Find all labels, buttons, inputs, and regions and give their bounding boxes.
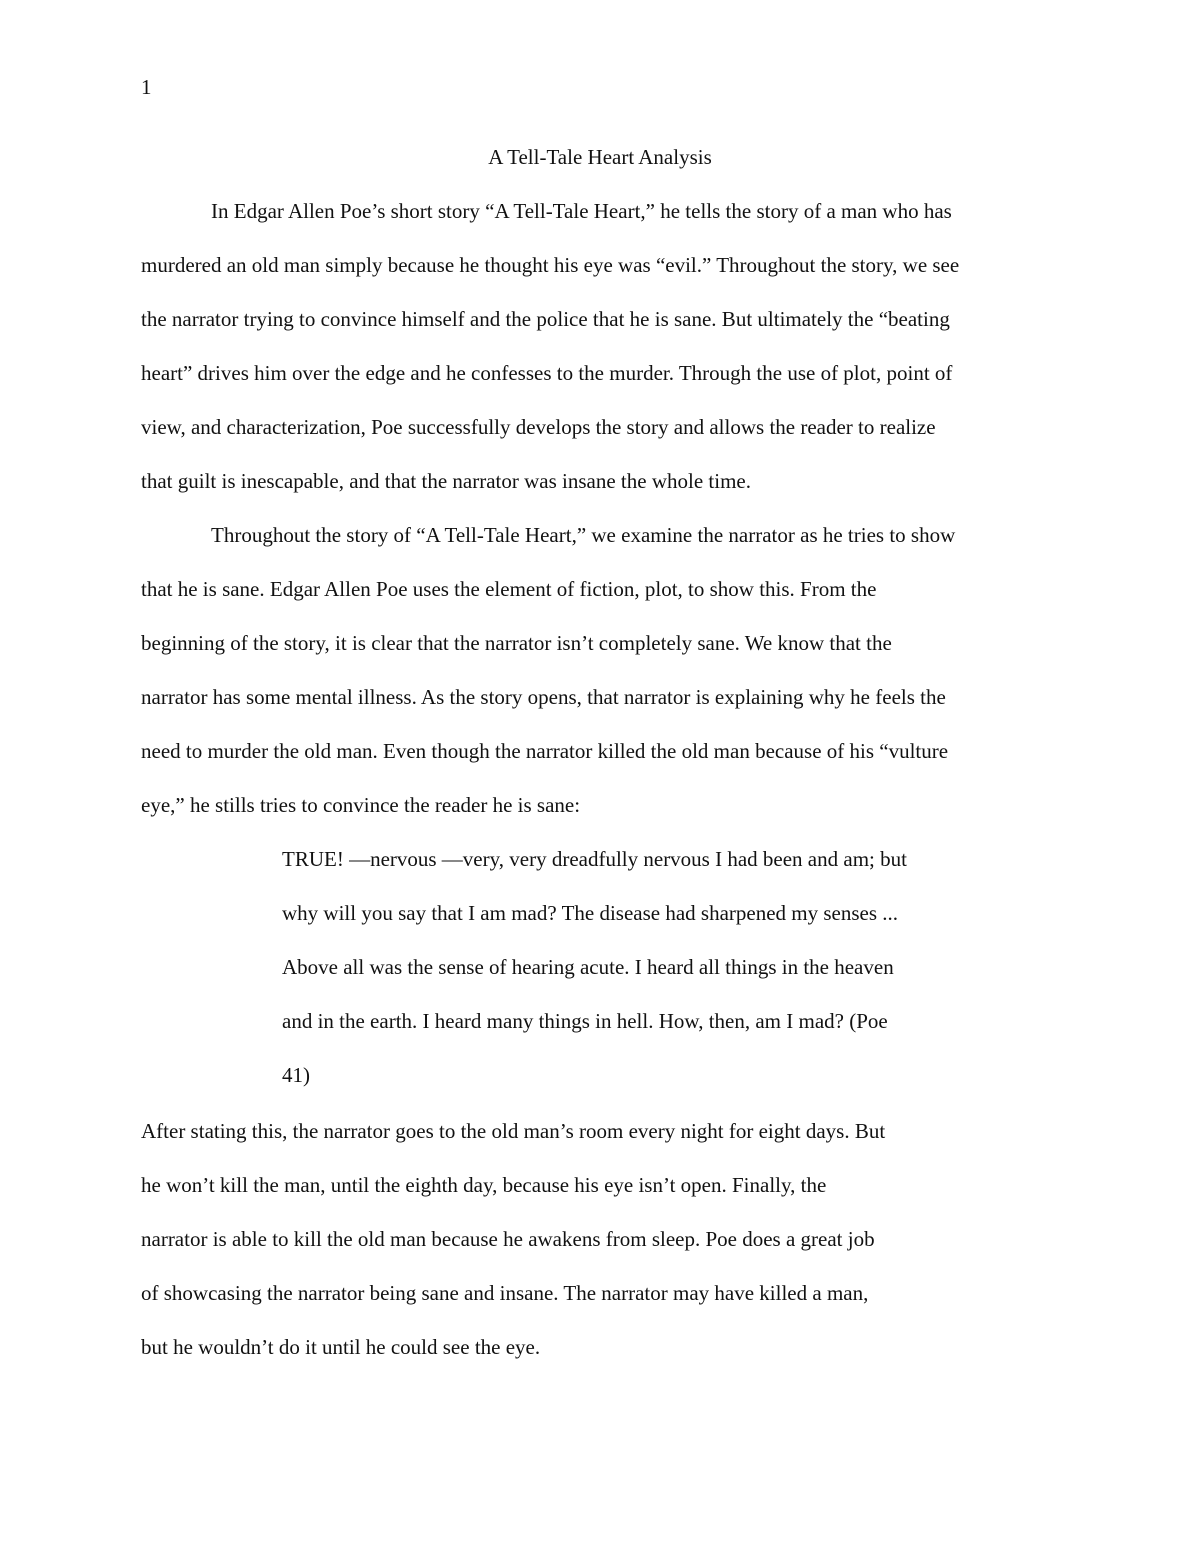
paragraph-line: view, and characterization, Poe successfully develops the story and allows the reader to realize (141, 415, 936, 439)
page-number: 1 (141, 75, 152, 99)
paragraph-line: but he wouldn’t do it until he could see the eye. (141, 1335, 541, 1359)
quote-line: TRUE! —nervous —very, very dreadfully nervous I had been and am; but (282, 847, 907, 871)
paragraph-line: In Edgar Allen Poe’s short story “A Tell-Tale Heart,” he tells the story of a man who has (211, 199, 952, 223)
paragraph-line: that he is sane. Edgar Allen Poe uses the element of fiction, plot, to show this. From the (141, 577, 877, 601)
paragraph-line: the narrator trying to convince himself and the police that he is sane. But ultimately the “beating (141, 307, 950, 331)
quote-line: Above all was the sense of hearing acute. I heard all things in the heaven (282, 955, 894, 979)
paragraph-line: murdered an old man simply because he thought his eye was “evil.” Throughout the story, we see (141, 253, 960, 277)
paragraph-line: narrator has some mental illness. As the story opens, that narrator is explaining why he feels the (141, 685, 946, 709)
paragraph-line: heart” drives him over the edge and he confesses to the murder. Through the use of plot, point of (141, 361, 953, 385)
paragraph-line: that guilt is inescapable, and that the narrator was insane the whole time. (141, 469, 751, 493)
paragraph-line: Throughout the story of “A Tell-Tale Heart,” we examine the narrator as he tries to show (211, 523, 956, 547)
quote-line: 41) (282, 1063, 310, 1087)
document-title: A Tell-Tale Heart Analysis (488, 145, 712, 169)
quote-line: why will you say that I am mad? The disease had sharpened my senses ... (282, 901, 899, 925)
paragraph-line: beginning of the story, it is clear that the narrator isn’t completely sane. We know that the (141, 631, 892, 655)
paragraph-line: narrator is able to kill the old man because he awakens from sleep. Poe does a great job (141, 1227, 875, 1251)
paragraph-line: of showcasing the narrator being sane and insane. The narrator may have killed a man, (141, 1281, 869, 1305)
paragraph-line: need to murder the old man. Even though the narrator killed the old man because of his “vulture (141, 739, 949, 763)
paragraph-line: After stating this, the narrator goes to the old man’s room every night for eight days. But (141, 1119, 886, 1143)
paragraph-line: he won’t kill the man, until the eighth day, because his eye isn’t open. Finally, the (141, 1173, 827, 1197)
paragraph-line: eye,” he stills tries to convince the reader he is sane: (141, 793, 581, 817)
quote-line: and in the earth. I heard many things in hell. How, then, am I mad? (Poe (282, 1009, 888, 1033)
